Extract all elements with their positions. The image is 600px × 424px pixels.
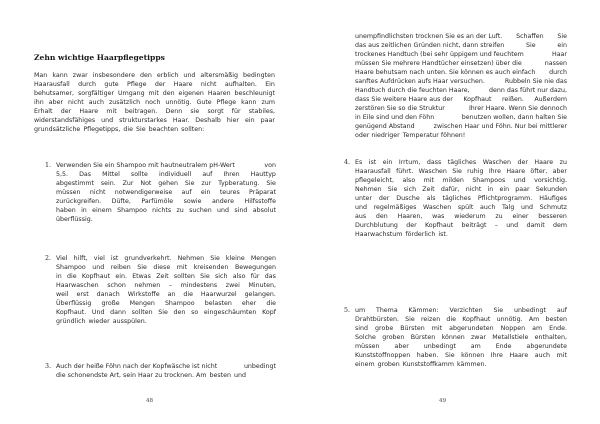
text-line: trockenes Handtuch (bei sehr üppigem und feuchtem Haar bbox=[355, 51, 567, 58]
text-line: weil erst danach Wirkstoffe an die Haarwurzel gelangen. bbox=[56, 291, 276, 298]
text-line: dass Sie weitere Haare aus der Kopfhaut reißen. Außerdem bbox=[355, 96, 567, 103]
text-line: und regelmäßiges Waschen spült auch Talg und Schmutz bbox=[355, 204, 567, 211]
text-line: sanftes Aufdrücken aufs Haar versuchen. Rubbeln Sie nie das bbox=[355, 78, 567, 85]
list-number: 5. bbox=[344, 307, 351, 314]
text-line: Überflüssig große Mengen Shampoo belasten eher die bbox=[56, 300, 276, 307]
text-line: Kunststoffnoppen haben. Sie können Ihre Haare auch mit bbox=[355, 352, 567, 359]
text-line: Erhalt der Haare mit beitragen. Denn sie sorgt für stabiles, bbox=[34, 108, 275, 115]
text-line: gründlich wieder ausspülen. bbox=[56, 318, 147, 325]
text-line: aus den Haaren, was wiederum zu einer besseren bbox=[355, 213, 567, 220]
text-line: die schonendste Art, sein Haar zu trocknen. Am besten und bbox=[56, 372, 246, 379]
text-line: einem groben Kunststoffkamm kämmen. bbox=[355, 361, 487, 368]
text-line: oder niedriger Temperatur föhnen! bbox=[355, 132, 466, 139]
text-line: in Eile sind und den Föhn benutzen wollen, dann halten Sie bbox=[355, 114, 567, 121]
text-line: Es ist ein Irrtum, dass tägliches Waschen der Haare zu bbox=[355, 159, 567, 166]
list-number: 4. bbox=[344, 159, 351, 166]
text-line: Durchblutung der Kopfhaut beiträgt – und damit dem bbox=[355, 222, 567, 229]
text-line: um Thema Kämmen: Verzichten Sie unbedingt auf bbox=[355, 307, 567, 314]
list-number: 2. bbox=[45, 255, 52, 262]
text-line: Nehmen Sie sich Zeit dafür, nicht in ein paar Sekunden bbox=[355, 186, 567, 193]
text-line: Haare behutsam nach unten. Sie können es auch einfach durch bbox=[355, 69, 567, 76]
text-line: sind grobe Bürsten mit abgerundeten Noppen am Ende. bbox=[355, 325, 567, 332]
text-line: Haarwaschen schon nehmen – mindestens zwei Minuten, bbox=[56, 282, 276, 289]
text-line: das aus zeitlichen Gründen nicht, dann streifen Sie ein bbox=[355, 42, 567, 49]
text-line: Haarausfall führt. Waschen Sie ruhig Ihre Haare öfter, aber bbox=[355, 168, 567, 175]
text-line: zurückgreifen. Düfte, Parfümöle sowie andere Hilfsstoffe bbox=[56, 198, 276, 205]
text-line: genügend Abstand zwischen Haar und Föhn. Nur bei mittlerer bbox=[355, 123, 567, 130]
text-line: Viel hilft, viel ist grundverkehrt. Nehmen Sie kleine Mengen bbox=[56, 255, 276, 262]
text-line: Man kann zwar insbesondere den erblich und altersmäßig bedingten bbox=[34, 72, 275, 79]
text-line: unter der Dusche als tägliches Pflichtprogramm. Häufiges bbox=[355, 195, 567, 202]
text-line: Drahtbürsten. Sie reizen die Kopfhaut unnötig. Am besten bbox=[355, 316, 567, 323]
text-line: Solche groben Bürsten können zwar Metallstiele enthalten, bbox=[355, 334, 567, 341]
text-line: müssen Sie mehrere Handtücher einsetzen) über die nassen bbox=[355, 60, 567, 67]
text-line: Haarwachstum förderlich ist. bbox=[355, 231, 448, 238]
text-line: zerstören Sie so die Struktur Ihrer Haare. Wenn Sie dennoch bbox=[355, 105, 567, 112]
page-number: 49 bbox=[439, 398, 447, 404]
text-line: Kopfhaut. Und dann sollten Sie den so eingeschäumten Kopf bbox=[56, 309, 276, 316]
text-line: Handtuch durch die feuchten Haare, denn das führt nur dazu, bbox=[355, 87, 567, 94]
text-line: ihn aber nicht auch zusätzlich noch unnötig. Gute Pflege kann zum bbox=[34, 99, 275, 106]
text-line: widerstandsfähiges und strukturstarkes Haar. Deshalb hier ein paar bbox=[34, 117, 275, 124]
text-line: müssen nicht notwendigerweise auf ein teures Präparat bbox=[56, 189, 276, 196]
text-line: Verwenden Sie ein Shampoo mit hautneutralem pH-Wert von bbox=[56, 162, 276, 169]
text-line: behutsamer, sorgfältiger Umgang mit den eigenen Haaren beschleunigt bbox=[34, 90, 275, 97]
list-number: 1. bbox=[45, 162, 52, 169]
text-line: Auch der heiße Föhn nach der Kopfwäsche ist nicht unbedingt bbox=[56, 363, 276, 370]
text-line: grundsätzliche Pflegetipps, die Sie beachten sollten: bbox=[34, 126, 205, 133]
text-line: Haarausfall durch gute Pflege der Haare nicht aufhalten. Ein bbox=[34, 81, 275, 88]
text-line: überflüssig. bbox=[56, 216, 93, 223]
page-title: Zehn wichtige Haarpflegetipps bbox=[34, 53, 165, 62]
text-line: haben in einem Shampoo nichts zu suchen und sind absolut bbox=[56, 207, 276, 214]
page-number: 48 bbox=[146, 398, 154, 404]
text-line: abgestimmt sein. Zur Not gehen Sie zur Typberatung. Sie bbox=[56, 180, 276, 187]
text-line: Shampoo und reiben Sie diese mit kreisenden Bewegungen bbox=[56, 264, 276, 271]
text-line: 5,5. Das Mittel sollte individuell auf Ihren Hauttyp bbox=[56, 171, 276, 178]
text-line: müssen aber unbedingt am Ende abgerundete bbox=[355, 343, 567, 350]
text-line: unempfindlichsten trocknen Sie es an der Luft. Schaffen Sie bbox=[355, 33, 567, 40]
text-line: pflegeleicht, also mit milden Shampoos und vorsichtig. bbox=[355, 177, 567, 184]
list-number: 3. bbox=[45, 363, 52, 370]
text-line: in die Kopfhaut ein. Etwas Zeit sollten Sie sich also für das bbox=[56, 273, 276, 280]
right-page bbox=[300, 0, 600, 424]
